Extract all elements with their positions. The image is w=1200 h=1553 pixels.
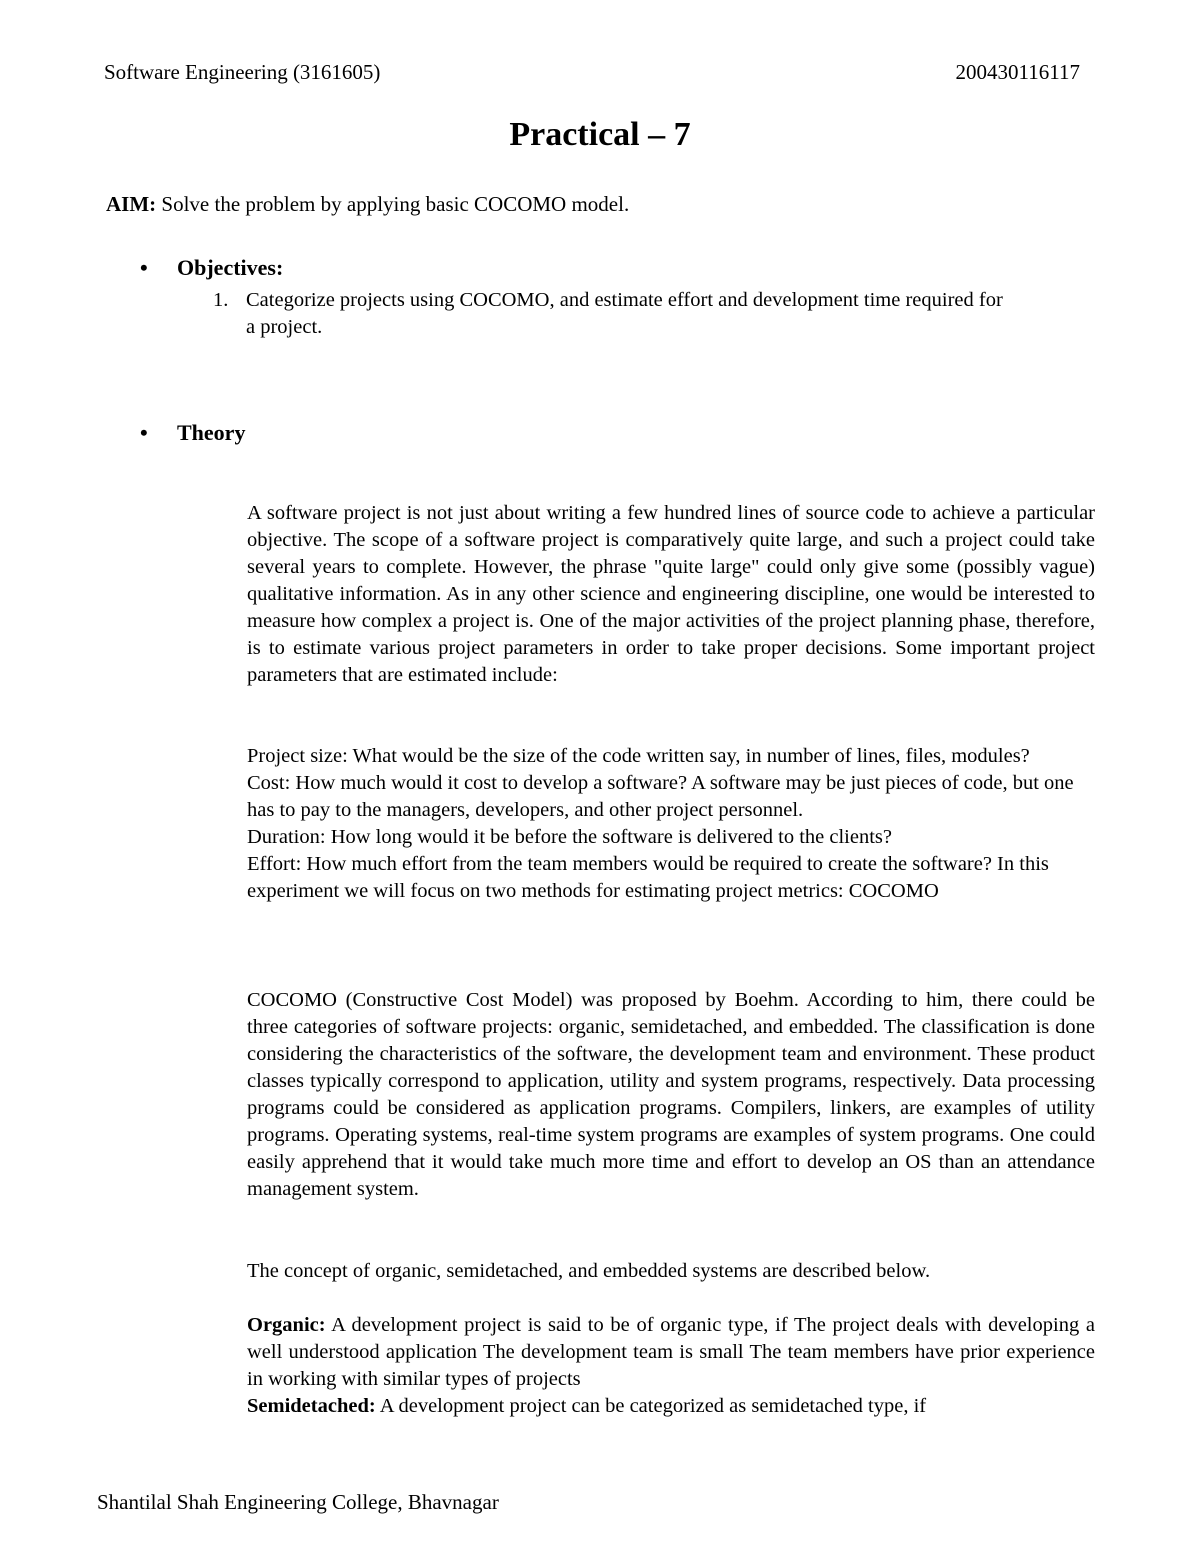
objective-item bbox=[213, 287, 1013, 341]
theory-heading: Theory bbox=[177, 420, 246, 445]
theory-heading-row bbox=[140, 420, 245, 446]
bullet-icon: • bbox=[140, 255, 148, 280]
parameter-cost: Cost: How much would it cost to develop a software? A software may be just pieces of code, but one has to pay to the managers, developers, and other project personnel. bbox=[247, 772, 1074, 821]
objectives-heading-row bbox=[140, 255, 283, 281]
objectives-heading: Objectives: bbox=[177, 255, 284, 280]
footer-college: Shantilal Shah Engineering College, Bhavnagar bbox=[97, 1490, 499, 1514]
semidetached-paragraph bbox=[247, 1393, 1095, 1420]
concept-paragraph: The concept of organic, semidetached, and embedded systems are described below. bbox=[247, 1260, 931, 1282]
objective-number: 1. bbox=[213, 289, 229, 311]
parameter-effort: Effort: How much effort from the team members would be required to create the software? In this experiment we will focus on two methods for estimating project metrics: COCOMO bbox=[247, 853, 1049, 902]
cocomo-paragraph: COCOMO (Constructive Cost Model) was proposed by Boehm. According to him, there could be three categories of software projects: organic, semidetached, and embedded. The classification is done considering the characteristics of the software, the development team and environment. These product classes typically correspond to application, utility and system programs, respectively. Data processing programs could be considered as application programs. Compilers, linkers, are examples of utility programs. Operating systems, real-time system programs are examples of system programs. One could easily apprehend that it would take much more time and effort to develop an OS than an attendance management system. bbox=[247, 989, 1095, 1200]
semidetached-label: Semidetached: bbox=[247, 1395, 376, 1417]
organic-text: A development project is said to be of organic type, if The project deals with developing a well understood application The development team is small The team members have prior experience in working with similar types of projects bbox=[247, 1314, 1095, 1390]
header-enrollment: 200430116117 bbox=[955, 60, 1080, 84]
header-course: Software Engineering (3161605) bbox=[104, 60, 381, 84]
theory-intro-paragraph: A software project is not just about writing a few hundred lines of source code to achieve a particular objective. The scope of a software project is comparatively quite large, and such a project could take several years to complete. However, the phrase "quite large" could only give some (possibly vague) qualitative information. As in any other science and engineering discipline, one would be interested to measure how complex a project is. One of the major activities of the project planning phase, therefore, is to estimate various project parameters in order to take proper decisions. Some important project parameters that are estimated include: bbox=[247, 502, 1095, 686]
parameter-project-size: Project size: What would be the size of the code written say, in number of lines, files, modules? bbox=[247, 745, 1030, 767]
organic-label: Organic: bbox=[247, 1314, 326, 1336]
bullet-icon: • bbox=[140, 420, 148, 445]
semidetached-text: A development project can be categorized as semidetached type, if bbox=[379, 1395, 927, 1417]
aim-text: Solve the problem by applying basic COCOMO model. bbox=[161, 192, 630, 216]
objective-text: Categorize projects using COCOMO, and estimate effort and development time required for a project. bbox=[246, 289, 1003, 338]
aim-line bbox=[106, 192, 629, 217]
parameter-duration: Duration: How long would it be before the software is delivered to the clients? bbox=[247, 826, 892, 848]
organic-paragraph bbox=[247, 1312, 1095, 1393]
page-title: Practical – 7 bbox=[509, 116, 691, 153]
aim-label: AIM: bbox=[106, 192, 157, 216]
parameters-list bbox=[247, 743, 1095, 905]
